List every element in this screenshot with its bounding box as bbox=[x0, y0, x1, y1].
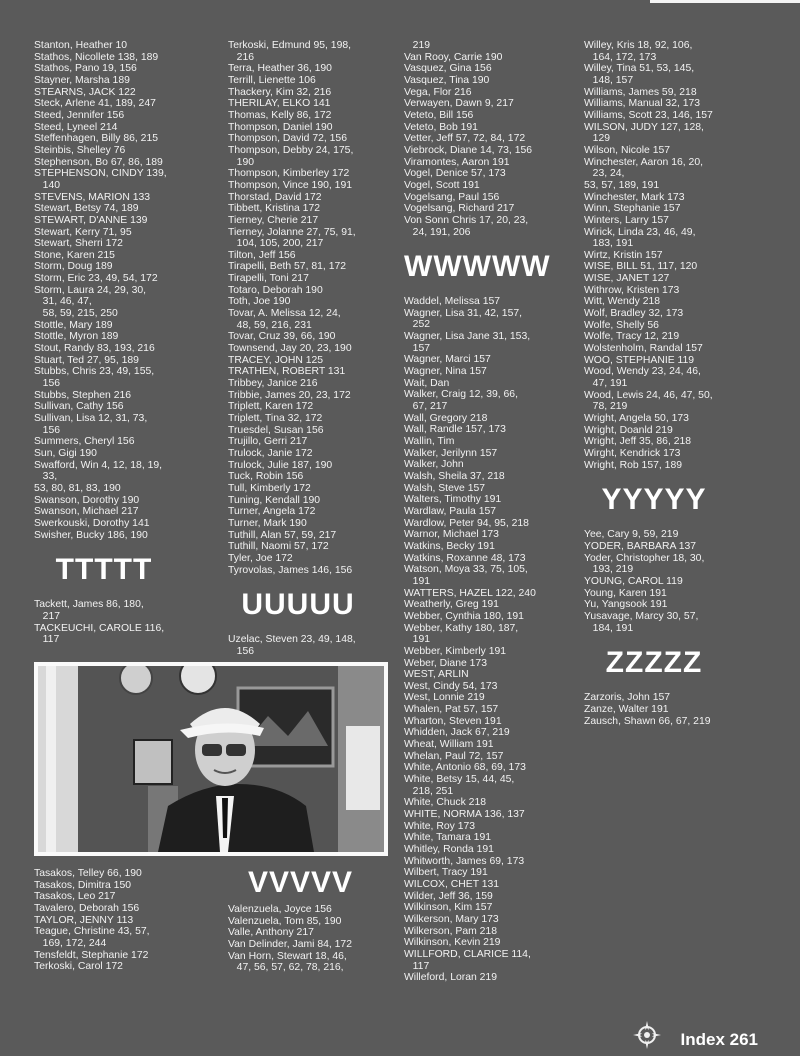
index-column-3 bbox=[404, 40, 584, 984]
index-entry: Wilkerson, Mary 173 bbox=[404, 913, 499, 925]
index-entry: STEWART, D'ANNE 139 bbox=[34, 214, 148, 226]
index-entry: Wright, Angela 50, 173 bbox=[584, 413, 689, 424]
index-entry: Williams, Manual 32, 173 bbox=[584, 98, 701, 110]
index-entry: 183, 191 bbox=[584, 238, 634, 250]
index-entry: Stubbs, Chris 23, 49, 155, bbox=[34, 366, 155, 378]
ornament-icon bbox=[630, 1018, 664, 1052]
index-entry: 219 bbox=[404, 40, 430, 51]
index-entry: Veteto, Bill 156 bbox=[404, 109, 474, 121]
index-entry: Walters, Timothy 191 bbox=[404, 494, 502, 506]
index-entry: Swisher, Bucky 186, 190 bbox=[34, 529, 148, 541]
index-entry: Teague, Christine 43, 57, bbox=[34, 926, 150, 938]
index-entry: Wood, Wendy 23, 24, 46, bbox=[584, 366, 701, 378]
index-entry: Stewart, Betsy 74, 189 bbox=[34, 203, 139, 215]
index-entry: 169, 172, 244 bbox=[34, 937, 107, 949]
index-entry: White, Betsy 15, 44, 45, bbox=[404, 774, 515, 786]
index-entry: TAYLOR, JENNY 113 bbox=[34, 914, 134, 926]
index-entry: Wait, Dan bbox=[404, 377, 450, 389]
index-entry: STEARNS, JACK 122 bbox=[34, 86, 136, 98]
index-entry: Triplett, Tina 32, 172 bbox=[228, 413, 323, 424]
index-entry: 218, 251 bbox=[404, 785, 454, 797]
index-entry: 140 bbox=[34, 179, 60, 191]
index-entry: Wilbert, Tracy 191 bbox=[404, 867, 488, 879]
index-entry: 117 bbox=[404, 960, 430, 972]
index-entry: TACKEUCHI, CAROLE 116, bbox=[34, 622, 165, 634]
index-entry: WEST, ARLIN bbox=[404, 669, 469, 681]
index-entry: Watson, Moya 33, 75, 105, bbox=[404, 564, 528, 576]
index-entry: Waddel, Melissa 157 bbox=[404, 296, 501, 308]
index-entry: Terkoski, Carol 172 bbox=[34, 961, 123, 973]
index-entry: 148, 157 bbox=[584, 74, 634, 86]
index-entry: YODER, BARBARA 137 bbox=[584, 540, 697, 552]
index-entry: Zarzoris, John 157 bbox=[584, 692, 671, 704]
index-entry: Walsh, Sheila 37, 218 bbox=[404, 471, 505, 482]
index-entry: Tasakos, Leo 217 bbox=[34, 891, 116, 903]
index-entry: Von Sonn Chris 17, 20, 23, bbox=[404, 214, 529, 226]
index-entry: Vogelsang, Richard 217 bbox=[404, 203, 515, 215]
index-entry: Williams, James 59, 218 bbox=[584, 86, 697, 98]
index-entry: Steinbis, Shelley 76 bbox=[34, 144, 126, 156]
index-entry: Thompson, Debby 24, 175, bbox=[228, 144, 354, 156]
index-entry: Tirapelli, Toni 217 bbox=[228, 273, 309, 285]
index-column-1-bottom bbox=[34, 868, 224, 973]
index-entry: 67, 217 bbox=[404, 401, 448, 413]
index-entry: Sun, Gigi 190 bbox=[34, 447, 97, 459]
index-entry: Wilson, Nicole 157 bbox=[584, 144, 671, 156]
index-column-2 bbox=[228, 40, 408, 658]
index-entry: Walker, John bbox=[404, 459, 464, 471]
index-entry: Wood, Lewis 24, 46, 47, 50, bbox=[584, 389, 713, 401]
index-entry: Wagner, Lisa Jane 31, 153, bbox=[404, 331, 531, 343]
index-entry: Steck, Arlene 41, 189, 247 bbox=[34, 98, 156, 110]
index-entry: 23, 24, bbox=[584, 168, 625, 180]
index-entry: Tensfeldt, Stephanie 172 bbox=[34, 949, 149, 961]
index-entry: Tribbie, James 20, 23, 172 bbox=[228, 389, 351, 401]
index-entry: Stuart, Ted 27, 95, 189 bbox=[34, 354, 139, 366]
index-entry: Steed, Lyneel 214 bbox=[34, 121, 118, 133]
index-entry: Sullivan, Lisa 12, 31, 73, bbox=[34, 413, 148, 424]
index-entry: 48, 59, 216, 231 bbox=[228, 319, 312, 331]
index-entry: Thorstad, David 172 bbox=[228, 191, 322, 203]
index-entry: STEVENS, MARION 133 bbox=[34, 191, 151, 203]
index-entry: Walsh, Steve 157 bbox=[404, 482, 486, 494]
index-entry: Turner, Angela 172 bbox=[228, 506, 316, 518]
index-entry: Valle, Anthony 217 bbox=[228, 927, 314, 939]
section-letter-heading: TTTTT bbox=[55, 553, 153, 587]
index-entry: WISE, BILL 51, 117, 120 bbox=[584, 261, 698, 273]
index-entry: Stottle, Myron 189 bbox=[34, 331, 119, 343]
index-entry: 252 bbox=[404, 319, 430, 331]
index-entry: Zanze, Walter 191 bbox=[584, 703, 669, 715]
index-entry: Wardlow, Peter 94, 95, 218 bbox=[404, 517, 529, 529]
index-entry: Willey, Kris 18, 92, 106, bbox=[584, 40, 693, 51]
index-entry: Winchester, Mark 173 bbox=[584, 191, 685, 203]
index-entry: WOO, STEPHANIE 119 bbox=[584, 354, 695, 366]
index-entry: 191 bbox=[404, 634, 430, 646]
index-entry: Thompson, David 72, 156 bbox=[228, 133, 347, 145]
index-entry: Vogelsang, Paul 156 bbox=[404, 191, 500, 203]
index-entry: Vasquez, Gina 156 bbox=[404, 63, 492, 75]
index-entry: WATTERS, HAZEL 122, 240 bbox=[404, 587, 536, 599]
index-entry: White, Antonio 68, 69, 173 bbox=[404, 762, 526, 774]
index-entry: Tribbey, Janice 216 bbox=[228, 378, 318, 390]
index-entry: Wright, Jeff 35, 86, 218 bbox=[584, 436, 692, 448]
index-entry: Tovar, Cruz 39, 66, 190 bbox=[228, 331, 336, 343]
index-entry: 216 bbox=[228, 51, 254, 63]
index-entry: Trulock, Julie 187, 190 bbox=[228, 459, 333, 471]
index-entry: Wolfe, Tracy 12, 219 bbox=[584, 331, 680, 343]
index-entry: Yusavage, Marcy 30, 57, bbox=[584, 610, 699, 622]
index-entry: Tasakos, Telley 66, 190 bbox=[34, 868, 142, 879]
index-entry: Thompson, Daniel 190 bbox=[228, 121, 333, 133]
index-entry: WILCOX, CHET 131 bbox=[404, 878, 500, 890]
index-entry: TRACEY, JOHN 125 bbox=[228, 354, 324, 366]
index-entry: Stanton, Heather 10 bbox=[34, 40, 128, 51]
index-entry: 24, 191, 206 bbox=[404, 226, 471, 238]
index-entry: Wagner, Marci 157 bbox=[404, 354, 491, 366]
index-entry: Verwayen, Dawn 9, 217 bbox=[404, 98, 514, 110]
index-entry: Tierney, Jolanne 27, 75, 91, bbox=[228, 226, 356, 238]
index-entry: Wheat, William 191 bbox=[404, 739, 494, 751]
index-entry: Witt, Wendy 218 bbox=[584, 296, 661, 308]
index-entry: YOUNG, CAROL 119 bbox=[584, 575, 683, 587]
index-entry: Weatherly, Greg 191 bbox=[404, 599, 499, 611]
index-entry: Van Delinder, Jami 84, 172 bbox=[228, 938, 352, 950]
index-entry: Tibbett, Kristina 172 bbox=[228, 203, 321, 215]
index-entry: 53, 57, 189, 191 bbox=[584, 179, 660, 191]
index-entry: Uzelac, Steven 23, 49, 148, bbox=[228, 634, 356, 646]
index-entry: Wagner, Nina 157 bbox=[404, 366, 487, 378]
index-entry: Viebrock, Diane 14, 73, 156 bbox=[404, 144, 533, 156]
index-entry: Tackett, James 86, 180, bbox=[34, 599, 144, 611]
index-entry: Warnor, Michael 173 bbox=[404, 529, 499, 541]
index-entry: Totaro, Deborah 190 bbox=[228, 284, 323, 296]
index-entry: Webber, Cynthia 180, 191 bbox=[404, 610, 524, 622]
index-entry: Vasquez, Tina 190 bbox=[404, 74, 490, 86]
index-entry: 156 bbox=[34, 424, 60, 436]
photo-man-in-cap bbox=[34, 662, 388, 856]
index-entry: Tuning, Kendall 190 bbox=[228, 494, 321, 506]
index-entry: Stubbs, Stephen 216 bbox=[34, 389, 132, 401]
index-entry: THERILAY, ELKO 141 bbox=[228, 98, 331, 110]
index-entry: Watkins, Becky 191 bbox=[404, 540, 495, 552]
index-entry: Whidden, Jack 67, 219 bbox=[404, 727, 510, 739]
index-entry: Winters, Larry 157 bbox=[584, 214, 669, 226]
index-entry: Yoder, Christopher 18, 30, bbox=[584, 552, 705, 564]
index-entry: Webber, Kathy 180, 187, bbox=[404, 622, 519, 634]
index-entry: WILLFORD, CLARICE 114, bbox=[404, 948, 531, 960]
section-letter-v: VVVVV bbox=[248, 866, 354, 899]
index-entry: Wilkerson, Pam 218 bbox=[404, 925, 497, 937]
index-entry: Stewart, Kerry 71, 95 bbox=[34, 226, 132, 238]
index-entry: Valenzuela, Tom 85, 190 bbox=[228, 915, 342, 927]
index-entry: Wolf, Bradley 32, 173 bbox=[584, 308, 684, 320]
index-entry: 129 bbox=[584, 133, 610, 145]
index-entry: Stewart, Sherri 172 bbox=[34, 238, 123, 250]
index-entry: 156 bbox=[34, 378, 60, 390]
index-entry: Wardlaw, Paula 157 bbox=[404, 505, 497, 517]
index-entry: 164, 172, 173 bbox=[584, 51, 657, 63]
index-entry: Tull, Kimberly 172 bbox=[228, 482, 311, 494]
index-entry: Vogel, Scott 191 bbox=[404, 179, 480, 191]
index-entry: Storm, Doug 189 bbox=[34, 261, 113, 273]
index-entry: Wolstenholm, Randal 157 bbox=[584, 343, 703, 355]
top-rule bbox=[650, 0, 800, 3]
index-entry: STEPHENSON, CINDY 139, bbox=[34, 168, 167, 180]
index-entry: 217 bbox=[34, 610, 60, 622]
index-entry: Weber, Diane 173 bbox=[404, 657, 487, 669]
index-entry: Thompson, Kimberley 172 bbox=[228, 168, 350, 180]
index-entry: Viramontes, Aaron 191 bbox=[404, 156, 510, 168]
index-entry: Whelan, Paul 72, 157 bbox=[404, 750, 504, 762]
index-entry: 193, 219 bbox=[584, 564, 634, 576]
photo-image bbox=[38, 666, 384, 852]
index-entry: WISE, JANET 127 bbox=[584, 273, 670, 285]
index-entry: Toth, Joe 190 bbox=[228, 296, 291, 308]
index-entry: Turner, Mark 190 bbox=[228, 517, 307, 529]
index-entry: Tavalero, Deborah 156 bbox=[34, 902, 140, 914]
index-entry: 184, 191 bbox=[584, 622, 634, 634]
index-entry: 104, 105, 200, 217 bbox=[228, 238, 324, 250]
index-entry: WHITE, NORMA 136, 137 bbox=[404, 809, 525, 821]
index-entry: 117 bbox=[34, 634, 60, 646]
index-entry: Thompson, Vince 190, 191 bbox=[228, 179, 353, 191]
index-entry: Wolfe, Shelly 56 bbox=[584, 319, 659, 331]
index-entry: West, Lonnie 219 bbox=[404, 692, 485, 704]
index-entry: Townsend, Jay 20, 23, 190 bbox=[228, 343, 352, 355]
index-entry: 31, 46, 47, bbox=[34, 296, 92, 308]
index-entry: Valenzuela, Joyce 156 bbox=[228, 904, 332, 915]
index-entry: Wright, Doanld 219 bbox=[584, 424, 673, 436]
index-entry: Williams, Scott 23, 146, 157 bbox=[584, 109, 713, 121]
index-entry: Willey, Tina 51, 53, 145, bbox=[584, 63, 695, 75]
index-entry: Wagner, Lisa 31, 42, 157, bbox=[404, 307, 523, 319]
index-entry: Wirght, Kendrick 173 bbox=[584, 447, 681, 459]
index-entry: Swanson, Michael 217 bbox=[34, 506, 139, 518]
index-entry: Terra, Heather 36, 190 bbox=[228, 63, 332, 75]
index-entry: 33, bbox=[34, 471, 58, 483]
index-entry: Tuthill, Alan 57, 59, 217 bbox=[228, 529, 337, 541]
index-entry: Wilkinson, Kim 157 bbox=[404, 902, 493, 914]
index-entry: Terkoski, Edmund 95, 198, bbox=[228, 40, 352, 51]
index-entry: Terrill, Lienette 106 bbox=[228, 74, 316, 86]
index-entry: Tyler, Joe 172 bbox=[228, 552, 293, 564]
index-entry: Young, Karen 191 bbox=[584, 587, 667, 599]
section-letter-heading: YYYYY bbox=[601, 483, 707, 517]
index-entry: 58, 59, 215, 250 bbox=[34, 308, 118, 320]
index-entry: Vega, Flor 216 bbox=[404, 86, 472, 98]
index-entry: Trujillo, Gerri 217 bbox=[228, 436, 308, 448]
index-entry: Swerkouski, Dorothy 141 bbox=[34, 517, 150, 529]
section-letter-heading: ZZZZZ bbox=[605, 646, 703, 680]
index-entry: Watkins, Roxanne 48, 173 bbox=[404, 552, 526, 564]
index-entry: Truesdel, Susan 156 bbox=[228, 424, 324, 436]
index-entry: Tierney, Cherie 217 bbox=[228, 214, 319, 226]
index-entry: Wallin, Tim bbox=[404, 436, 455, 448]
index-entry: Triplett, Karen 172 bbox=[228, 401, 314, 413]
index-entry: Stout, Randy 83, 193, 216 bbox=[34, 343, 155, 355]
index-entry: Tovar, A. Melissa 12, 24, bbox=[228, 308, 341, 320]
index-entry: Stottle, Mary 189 bbox=[34, 319, 113, 331]
index-entry: Yee, Cary 9, 59, 219 bbox=[584, 529, 679, 541]
index-entry: Wall, Randle 157, 173 bbox=[404, 424, 506, 436]
index-entry: Steed, Jennifer 156 bbox=[34, 109, 125, 121]
index-entry: Vogel, Denice 57, 173 bbox=[404, 168, 506, 180]
index-column-1 bbox=[34, 40, 224, 646]
index-entry: Vetter, Jeff 57, 72, 84, 172 bbox=[404, 133, 526, 145]
index-entry: Stathos, Nicollete 138, 189 bbox=[34, 51, 159, 63]
index-entry: Walker, Craig 12, 39, 66, bbox=[404, 389, 518, 401]
index-entry: Storm, Laura 24, 29, 30, bbox=[34, 284, 147, 296]
index-entry: Withrow, Kristen 173 bbox=[584, 284, 680, 296]
index-entry: Tuck, Robin 156 bbox=[228, 471, 304, 483]
index-entry: Yu, Yangsook 191 bbox=[584, 599, 668, 611]
index-entry: Winn, Stephanie 157 bbox=[584, 203, 681, 215]
section-letter-heading: UUUUU bbox=[241, 588, 355, 622]
index-entry: Sullivan, Cathy 156 bbox=[34, 401, 124, 413]
index-entry: Stone, Karen 215 bbox=[34, 249, 115, 261]
index-entry: Wirick, Linda 23, 46, 49, bbox=[584, 226, 696, 238]
index-entry: Wright, Rob 157, 189 bbox=[584, 459, 683, 471]
index-entry: 156 bbox=[228, 645, 254, 657]
index-entry: Stephenson, Bo 67, 86, 189 bbox=[34, 156, 163, 168]
index-entry: West, Cindy 54, 173 bbox=[404, 680, 498, 692]
index-entry: Trulock, Janie 172 bbox=[228, 447, 313, 459]
index-entry: Wharton, Steven 191 bbox=[404, 715, 502, 727]
index-entry: 78, 219 bbox=[584, 401, 628, 413]
index-entry: Thomas, Kelly 86, 172 bbox=[228, 109, 332, 121]
index-entry: Tirapelli, Beth 57, 81, 172 bbox=[228, 261, 347, 273]
index-entry: Summers, Cheryl 156 bbox=[34, 436, 135, 448]
index-entry: Whitley, Ronda 191 bbox=[404, 844, 494, 855]
index-entry: Veteto, Bob 191 bbox=[404, 121, 478, 133]
index-entry: White, Tamara 191 bbox=[404, 832, 492, 844]
index-entry: White, Roy 173 bbox=[404, 820, 476, 832]
index-entry: Whitworth, James 69, 173 bbox=[404, 855, 525, 867]
index-entry: Steffenhagen, Billy 86, 215 bbox=[34, 133, 159, 145]
index-entry: 190 bbox=[228, 156, 254, 168]
index-entry: Storm, Eric 23, 49, 54, 172 bbox=[34, 273, 158, 285]
index-entry: 47, 56, 57, 62, 78, 216, bbox=[228, 962, 344, 974]
index-entry: Thackery, Kim 32, 216 bbox=[228, 86, 332, 98]
index-entry: Whalen, Pat 57, 157 bbox=[404, 704, 499, 716]
index-entry: 157 bbox=[404, 342, 430, 354]
index-entry: Zausch, Shawn 66, 67, 219 bbox=[584, 715, 711, 727]
index-entry: Winchester, Aaron 16, 20, bbox=[584, 156, 703, 168]
index-entry: Swanson, Dorothy 190 bbox=[34, 494, 140, 506]
index-entry: Wilkinson, Kevin 219 bbox=[404, 937, 501, 949]
index-entry: Stayner, Marsha 189 bbox=[34, 74, 130, 86]
index-entry: TRATHEN, ROBERT 131 bbox=[228, 366, 346, 378]
section-letter-heading: WWWWW bbox=[404, 250, 551, 284]
page-number-label: Index 261 bbox=[680, 1030, 758, 1049]
index-entry: 191 bbox=[404, 575, 430, 587]
index-column-4 bbox=[584, 40, 796, 727]
index-entry: WILSON, JUDY 127, 128, bbox=[584, 121, 704, 133]
index-entry: 47, 191 bbox=[584, 378, 628, 390]
index-entry: Willeford, Loran 219 bbox=[404, 972, 497, 984]
index-entry: Tyrovolas, James 146, 156 bbox=[228, 564, 353, 576]
index-entry: Webber, Kimberly 191 bbox=[404, 645, 507, 657]
index-entry: Van Horn, Stewart 18, 46, bbox=[228, 950, 347, 962]
index-column-2-bottom bbox=[228, 904, 408, 974]
index-entry: Stathos, Pano 19, 156 bbox=[34, 63, 137, 75]
index-entry: Tilton, Jeff 156 bbox=[228, 249, 296, 261]
index-entry: Wilder, Jeff 36, 159 bbox=[404, 890, 493, 902]
index-entry: Wall, Gregory 218 bbox=[404, 412, 488, 424]
index-entry: Tasakos, Dimitra 150 bbox=[34, 879, 132, 891]
index-entry: Tuthill, Naomi 57, 172 bbox=[228, 541, 329, 553]
index-entry: Swafford, Win 4, 12, 18, 19, bbox=[34, 459, 163, 471]
index-entry: White, Chuck 218 bbox=[404, 797, 487, 809]
index-entry: 53, 80, 81, 83, 190 bbox=[34, 482, 121, 494]
index-entry: Wirtz, Kristin 157 bbox=[584, 249, 663, 261]
index-entry: Van Rooy, Carrie 190 bbox=[404, 51, 503, 63]
index-entry: Walker, Jerilynn 157 bbox=[404, 447, 498, 459]
